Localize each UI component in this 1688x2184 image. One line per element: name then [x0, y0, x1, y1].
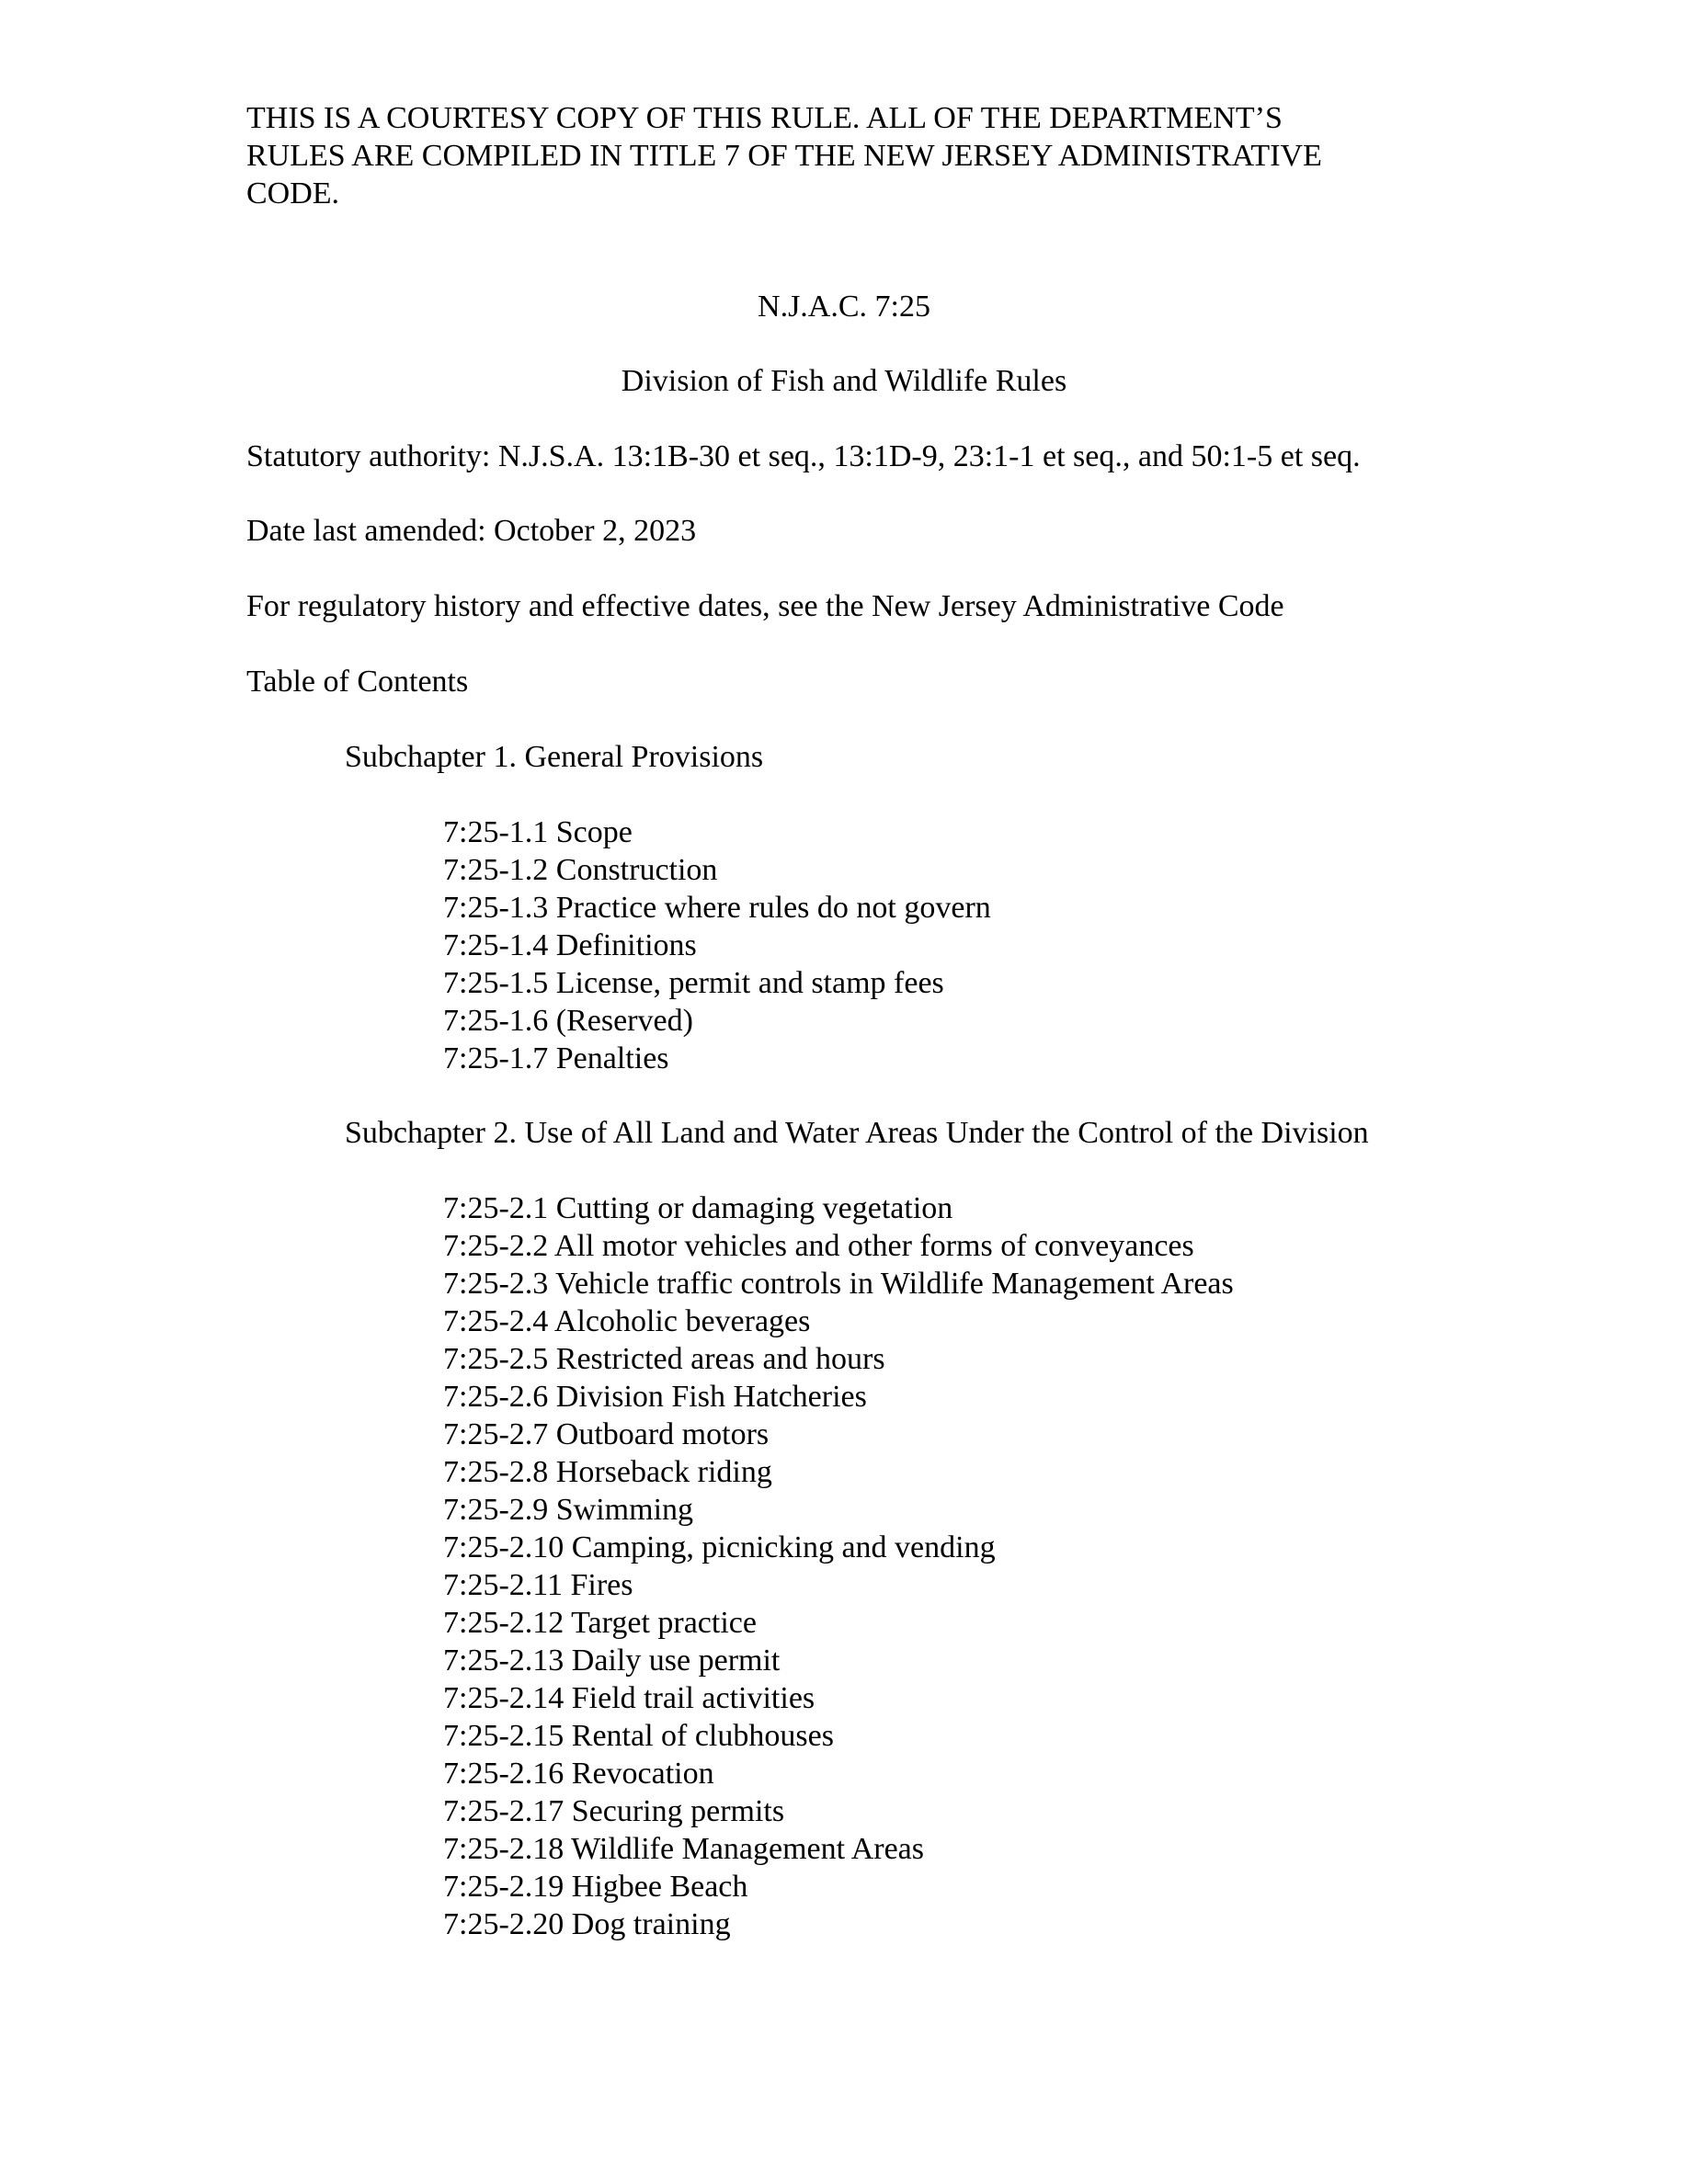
subchapter-1-sections [443, 813, 991, 1077]
section-item: 7:25-2.15 Rental of clubhouses [443, 1719, 834, 1753]
section-item: 7:25-2.10 Camping, picnicking and vending [443, 1530, 996, 1564]
section-item: 7:25-1.6 (Reserved) [443, 1004, 693, 1038]
section-item: 7:25-1.7 Penalties [443, 1041, 669, 1075]
statutory-authority: Statutory authority: N.J.S.A. 13:1B-30 et seq., 13:1D-9, 23:1-1 et seq., and 50:1-5 et seq. [246, 439, 1361, 473]
section-item: 7:25-2.6 Division Fish Hatcheries [443, 1380, 867, 1414]
section-item: 7:25-2.13 Daily use permit [443, 1644, 781, 1678]
subchapter-1-title: Subchapter 1. General Provisions [345, 740, 764, 774]
section-item: 7:25-2.1 Cutting or damaging vegetation [443, 1191, 953, 1225]
section-item: 7:25-1.4 Definitions [443, 928, 697, 962]
date-last-amended: Date last amended: October 2, 2023 [246, 514, 697, 548]
section-item: 7:25-2.12 Target practice [443, 1606, 757, 1640]
section-item: 7:25-1.5 License, permit and stamp fees [443, 966, 944, 1000]
section-item: 7:25-2.20 Dog training [443, 1907, 731, 1941]
section-item: 7:25-1.1 Scope [443, 815, 633, 849]
document-title: Division of Fish and Wildlife Rules [621, 364, 1067, 398]
section-item: 7:25-2.4 Alcoholic beverages [443, 1304, 811, 1338]
section-item: 7:25-2.8 Horseback riding [443, 1455, 772, 1489]
regulatory-history-note: For regulatory history and effective dates, see the New Jersey Administrative Code [246, 589, 1284, 623]
section-item: 7:25-2.3 Vehicle traffic controls in Wildlife Management Areas [443, 1267, 1234, 1301]
section-item: 7:25-2.18 Wildlife Management Areas [443, 1832, 924, 1866]
subchapter-2-sections [443, 1189, 1234, 1943]
courtesy-notice: THIS IS A COURTESY COPY OF THIS RULE. ALL OF THE DEPARTMENT’S RULES ARE COMPILED IN TITLE 7 OF THE NEW JERSEY ADMINISTRATIVE CODE. [246, 101, 1322, 210]
section-item: 7:25-2.17 Securing permits [443, 1794, 785, 1828]
section-item: 7:25-2.19 Higbee Beach [443, 1870, 748, 1904]
section-item: 7:25-1.3 Practice where rules do not govern [443, 891, 991, 925]
subchapter-2-title: Subchapter 2. Use of All Land and Water Areas Under the Control of the Division [345, 1116, 1369, 1150]
section-item: 7:25-2.2 All motor vehicles and other forms of conveyances [443, 1229, 1194, 1263]
section-item: 7:25-2.11 Fires [443, 1568, 633, 1602]
section-item: 7:25-2.7 Outboard motors [443, 1417, 770, 1451]
section-item: 7:25-2.9 Swimming [443, 1493, 694, 1527]
section-item: 7:25-1.2 Construction [443, 853, 718, 887]
section-item: 7:25-2.16 Revocation [443, 1757, 714, 1791]
toc-heading: Table of Contents [246, 665, 469, 699]
section-item: 7:25-2.14 Field trail activities [443, 1681, 815, 1715]
document-code: N.J.A.C. 7:25 [758, 290, 930, 324]
section-item: 7:25-2.5 Restricted areas and hours [443, 1342, 885, 1376]
